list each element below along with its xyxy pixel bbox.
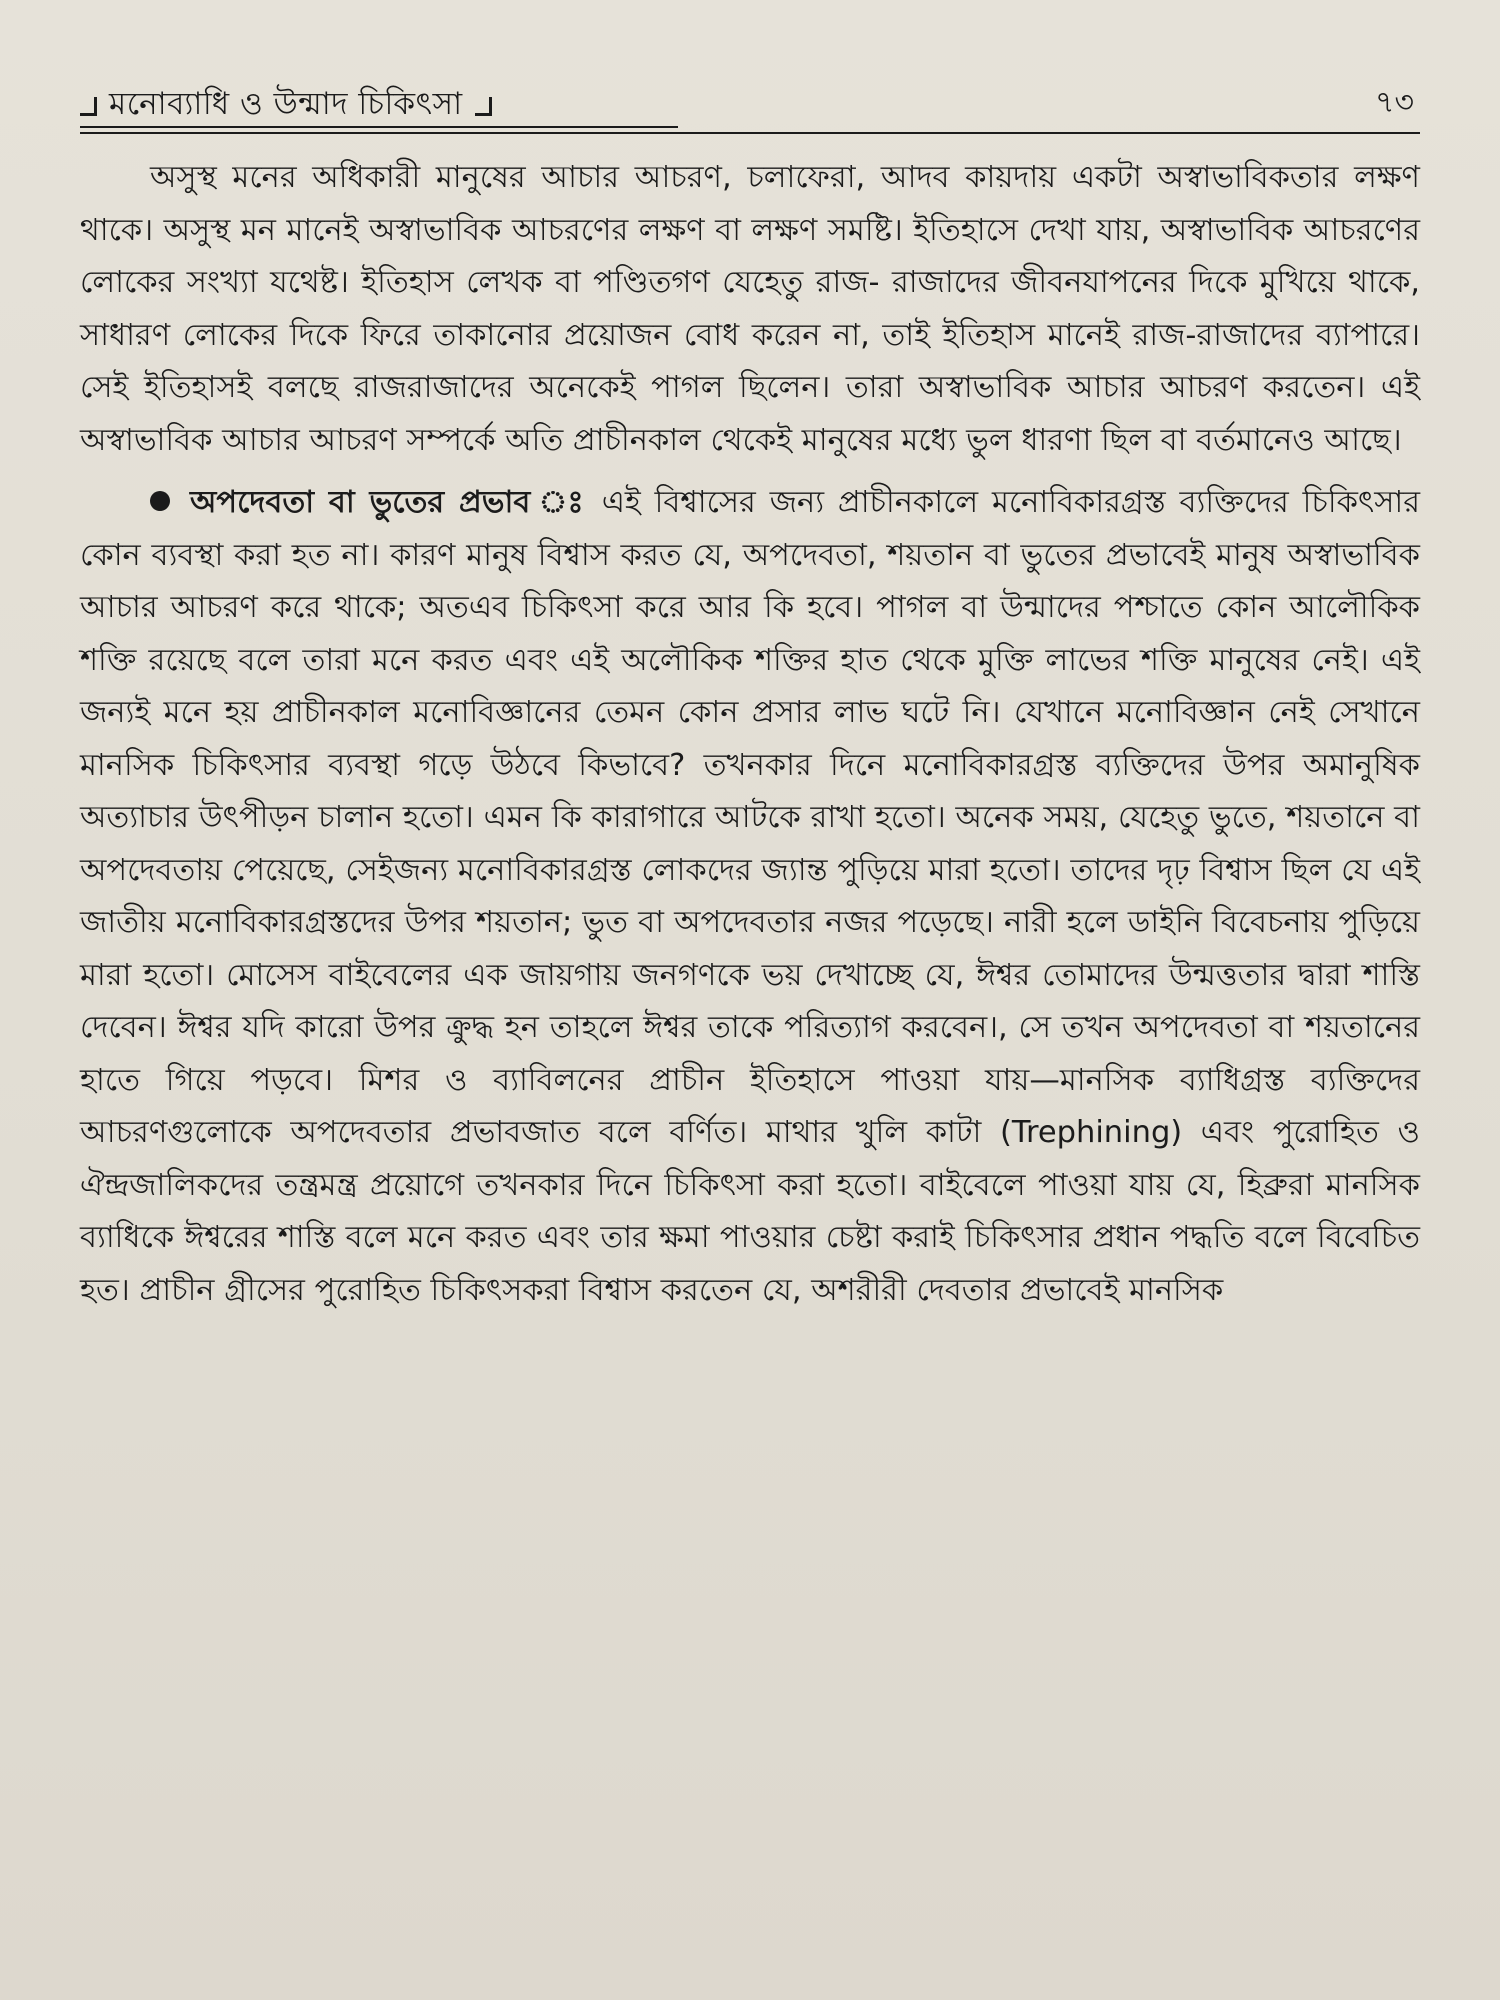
paragraph-intro-text: অসুস্থ মনের অধিকারী মানুষের আচার আচরণ, চলাফেরা, আদব কায়দায় একটা অস্বাভাবিকতার লক্ষণ থাকে। অসুস্থ মন মানেই অস্বাভাবিক আচরণের লক্ষণ বা লক্ষণ সমষ্টি। ইতিহাসে দেখা যায়, অস্বাভাবিক আচরণের লোকের সংখ্যা যথেষ্ট। ইতিহাস লেখক বা পণ্ডিতগণ যেহেতু রাজ- রাজাদের জীবনযাপনের দিকে মুখিয়ে থাকে, সাধারণ লোকের দিকে ফিরে তাকানোর প্রয়োজন বোধ করেন না, তাই ইতিহাস মানেই রাজ-রাজাদের ব্যাপারে। সেই ইতিহাসই বলছে রাজরাজাদের অনেকেই পাগল ছিলেন। তারা অস্বাভাবিক আচার আচরণ করতেন। এই অস্বাভাবিক আচার আচরণ সম্পর্কে অতি প্রাচীনকাল থেকেই মানুষের মধ্যে ভুল ধারণা ছিল বা বর্তমানেও আছে। <box>80 160 1420 458</box>
left-corner-bracket-icon <box>80 97 97 116</box>
running-header <box>80 74 1420 134</box>
paragraph-apodebota-text: এই বিশ্বাসের জন্য প্রাচীনকালে মনোবিকারগ্রস্ত ব্যক্তিদের চিকিৎসার কোন ব্যবস্থা করা হত না। কারণ মানুষ বিশ্বাস করত যে, অপদেবতা, শয়তান বা ভুতের প্রভাবেই মানুষ অস্বাভাবিক আচার আচরণ করে থাকে; অতএব চিকিৎসা করে আর কি হবে। পাগল বা উন্মাদের পশ্চাতে কোন আলৌকিক শক্তি রয়েছে বলে তারা মনে করত এবং এই অলৌকিক শক্তির হাত থেকে মুক্তি লাভের শক্তি মানুষের নেই। এই জন্যই মনে হয় প্রাচীনকাল মনোবিজ্ঞানের তেমন কোন প্রসার লাভ ঘটে নি। যেখানে মনোবিজ্ঞান নেই সেখানে মানসিক চিকিৎসার ব্যবস্থা গড়ে উঠবে কিভাবে? তখনকার দিনে মনোবিকারগ্রস্ত ব্যক্তিদের উপর অমানুষিক অত্যাচার উৎপীড়ন চালান হতো। এমন কি কারাগারে আটকে রাখা হতো। অনেক সময়, যেহেতু ভুতে, শয়তানে বা অপদেবতায় পেয়েছে, সেইজন্য মনোবিকারগ্রস্ত লোকদের জ্যান্ত পুড়িয়ে মারা হতো। তাদের দৃঢ় বিশ্বাস ছিল যে এই জাতীয় মনোবিকারগ্রস্তদের উপর শয়তান; ভুত বা অপদেবতার নজর পড়েছে। নারী হলে ডাইনি বিবেচনায় পুড়িয়ে মারা হতো। মোসেস বাইবেলের এক জায়গায় জনগণকে ভয় দেখাচ্ছে যে, ঈশ্বর তোমাদের উন্মত্ততার দ্বারা শাস্তি দেবেন। ঈশ্বর যদি কারো উপর ক্রুদ্ধ হন তাহলে ঈশ্বর তাকে পরিত্যাগ করবেন।, সে তখন অপদেবতা বা শয়তানের হাতে গিয়ে পড়বে। মিশর ও ব্যাবিলনের প্রাচীন ইতিহাসে পাওয়া যায়—মানসিক ব্যাধিগ্রস্ত ব্যক্তিদের আচরণগুলোকে অপদেবতার প্রভাবজাত বলে বর্ণিত। মাথার খুলি কাটা (Trephining) এবং পুরোহিত ও ঐন্দ্রজালিকদের তন্ত্রমন্ত্র প্রয়োগে তখনকার দিনে চিকিৎসা করা হতো। বাইবেলে পাওয়া যায় যে, হিব্রুরা মানসিক ব্যাধিকে ঈশ্বরের শাস্তি বলে মনে করত এবং তার ক্ষমা পাওয়ার চেষ্টা করাই চিকিৎসার প্রধান পদ্ধতি বলে বিবেচিত হত। প্রাচীন গ্রীসের পুরোহিত চিকিৎসকরা বিশ্বাস করতেন যে, অশরীরী দেবতার প্রভাবেই মানসিক <box>80 485 1421 1308</box>
paragraph-intro <box>80 152 1420 467</box>
paragraph-apodebota <box>80 477 1420 1317</box>
header-title-text: মনোব্যাধি ও উন্মাদ চিকিৎসা <box>109 86 463 122</box>
page-number: ৭৩ <box>1374 85 1414 120</box>
section-heading: অপদেবতা বা ভুতের প্রভাব ঃ <box>190 485 588 520</box>
header-rule <box>80 132 1420 134</box>
right-corner-bracket-icon <box>475 97 492 116</box>
title-underline <box>80 126 678 128</box>
header-title <box>80 80 492 132</box>
bullet-icon <box>150 491 170 511</box>
page-body <box>80 152 1420 1317</box>
